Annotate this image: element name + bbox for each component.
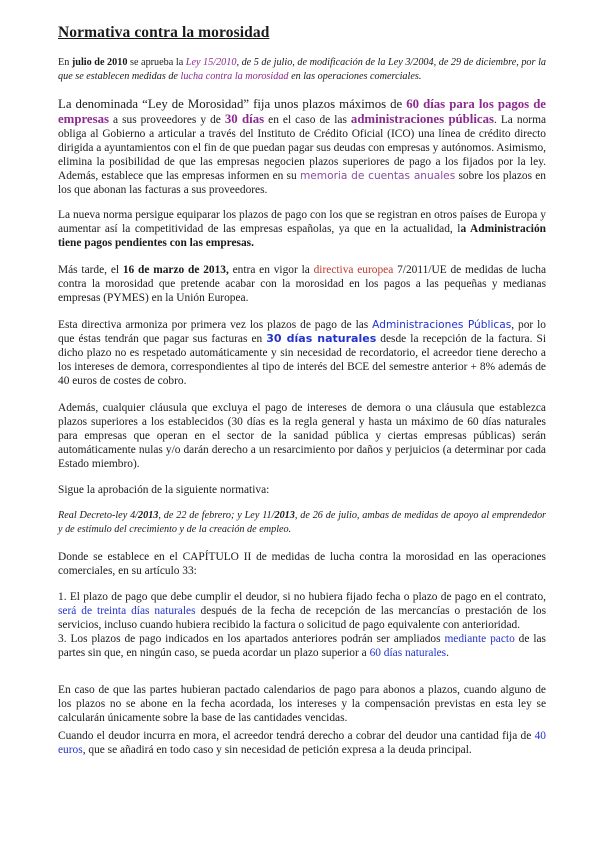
link-memoria-cuentas[interactable]: memoria de cuentas anuales <box>299 170 456 182</box>
calendarios-paragraph: En caso de que las partes hubieran pactado calendarios de pago para abonos a plazos, cuando alguno de los plazos no se abone en la fecha acordada, los intereses y la compensación previstas en esta ley se calcularán únicamente sobre la base de las cantidades vencidas. <box>58 684 546 724</box>
sigue-paragraph: Sigue la aprobación de la siguiente normativa: <box>58 484 270 496</box>
date-highlight: julio de 2010 <box>71 57 128 68</box>
clausula-paragraph: Además, cualquier cláusula que excluya el pago de intereses de demora o una cláusula que establezca plazos superiores a los establecidos (30 días es la regla general y hasta un máximo de 60 días naturales para empresas que operan en el sector de la sanidad pública y ciertas empresas públicas) serán automáticamente nulas y/o darán derecho a un resarcimiento por daños y perjuicios (a determinar por cada Estado miembro). <box>58 402 546 470</box>
articulo-33-paragraph: 1. El plazo de pago que debe cumplir el deudor, si no hubiera fijado fecha o plazo de pago en el contrato, será de treinta días naturales después de la fecha de recepción de las mercancías o prestación de los servicios, incluso cuando hubiera recibido la factura o solicitud de pago equivalente con anterioridad. 3. Los plazos de pago indicados en los apartados anteriores podrán ser ampliados mediante pacto de las partes sin que, en ningún caso, se pueda acordar un plazo superior a 60 días naturales. <box>58 591 546 659</box>
directiva-paragraph: Más tarde, el 16 de marzo de 2013, entra en vigor la directiva europea 7/2011/UE de medidas de lucha contra la morosidad que pretende acabar con la morosidad en los pagos a las pequeñas y medianas empresas (PYMES) en la Unión Europea. <box>58 264 546 304</box>
highlight-30-dias: 30 días <box>224 112 265 126</box>
armoniza-paragraph: Esta directiva armoniza por primera vez los plazos de pago de las Administraciones Públicas, por lo que éstas tendrán que pagar sus facturas en 30 días naturales desde la recepción de la factura. Si dicho plazo no es respetado automáticamente y sin necesidad de recordatorio, el acreedor tiene derecho a los intereses de demora, correspondientes al tipo de interés del BCE del semestre anterior + 8% además de 40 euros de costes de cobro. <box>58 319 546 387</box>
page-title: Normativa contra la morosidad <box>58 24 270 41</box>
link-ley-15-2010[interactable]: Ley 15/2010 <box>185 57 237 68</box>
link-60-dias-naturales[interactable]: 60 días naturales <box>369 647 447 659</box>
link-treinta-dias[interactable]: será de treinta días naturales <box>58 605 196 617</box>
ley-morosidad-paragraph: La denominada “Ley de Morosidad” fija unos plazos máximos de 60 días para los pagos de empresas a sus proveedores y de 30 días en el caso de las administraciones públicas. La norma obliga al Gobierno a articular a través del Instituto de Crédito Oficial (ICO) una línea de crédito directo dirigida a ayuntamientos con el fin de que puedan pagar sus deudas con empresas y autónomos. Asimismo, elimina la posibilidad de que las empresas negocien plazos superiores de pago a los fijados por la ley. Además, establece que las empresas informen en su memoria de cuentas anuales sobre los plazos en los que abonan las facturas a sus proveedores. <box>58 97 546 196</box>
highlight-30-dias-naturales: 30 días naturales <box>266 332 377 345</box>
link-directiva-europea[interactable]: directiva europea <box>313 264 394 276</box>
link-administraciones-publicas[interactable]: Administraciones Públicas <box>372 319 512 331</box>
link-lucha-morosidad[interactable]: lucha contra la morosidad <box>180 71 289 82</box>
intro-paragraph: En julio de 2010 se aprueba la Ley 15/2010, de 5 de julio, de modificación de la Ley 3/2004, de 29 de diciembre, por la que se establecen medidas de lucha contra la morosidad en las operaciones comerciales. <box>58 57 546 82</box>
link-40-euros[interactable]: 40 euros <box>58 730 546 756</box>
highlight-60-dias: 60 días para los pagos de empresas <box>58 97 546 126</box>
mora-paragraph: Cuando el deudor incurra en mora, el acreedor tendrá derecho a cobrar del deudor una cantidad fija de 40 euros, que se añadirá en todo caso y sin necesidad de petición expresa a la deuda principal. <box>58 730 546 756</box>
real-decreto-paragraph: Real Decreto-ley 4/2013, de 22 de febrero; y Ley 11/2013, de 26 de julio, ambas de medidas de apoyo al emprendedor y de estímulo del crecimiento y de la creación de empleo. <box>58 510 546 535</box>
link-mediante-pacto[interactable]: mediante pacto <box>444 633 515 645</box>
date-2013-highlight: 16 de marzo de 2013, <box>122 264 229 276</box>
nueva-norma-paragraph: La nueva norma persigue equiparar los plazos de pago con los que se registran en otros países de Europa y aumentar así la competitividad de las empresas españolas, ya que en la actualidad, la Administración tiene pagos pendientes con las empresas. <box>58 209 546 249</box>
highlight-administraciones: administraciones públicas <box>350 112 494 126</box>
administracion-highlight: a Administración tiene pagos pendientes con las empresas. <box>58 223 546 249</box>
capitulo-paragraph: Donde se establece en el CAPÍTULO II de medidas de lucha contra la morosidad en las operaciones comerciales, en su artículo 33: <box>58 551 546 577</box>
